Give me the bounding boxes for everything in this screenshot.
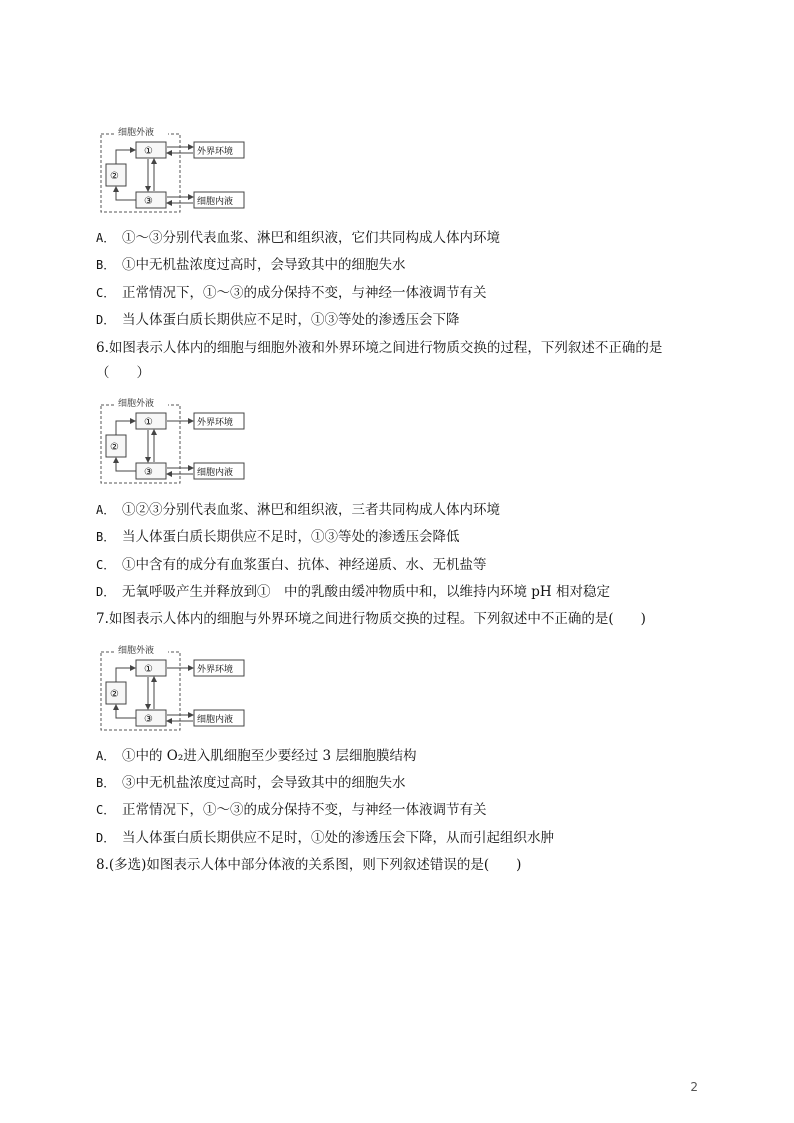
option-letter: B． — [96, 776, 116, 790]
outside-env-label: 外界环境 — [197, 665, 234, 675]
option-text: 正常情况下，①～③的成分保持不变，与神经一体液调节有关 — [122, 285, 487, 301]
outside-env-label: 外界环境 — [197, 418, 234, 428]
q7-option-a — [96, 747, 416, 765]
node-3: ③ — [144, 714, 153, 725]
q6-option-a — [96, 501, 500, 519]
outside-env-label: 外界环境 — [197, 147, 234, 157]
node-1: ① — [144, 146, 153, 157]
option-letter: D． — [96, 313, 116, 327]
node-2: ② — [110, 171, 119, 182]
q7-option-d — [96, 829, 554, 847]
outer-label: 细胞外液 — [118, 128, 155, 138]
question-7-stem: 7.如图表示人体内的细胞与外界环境之间进行物质交换的过程。下列叙述中不正确的是( ) — [96, 611, 646, 627]
option-c — [96, 284, 487, 302]
option-text: ①中含有的成分有血浆蛋白、抗体、神经递质、水、无机盐等 — [122, 557, 487, 573]
option-letter: D． — [96, 585, 116, 599]
page-number: 2 — [690, 1080, 698, 1094]
q7-option-c — [96, 801, 487, 819]
question-8-stem: 8.(多选)如图表示人体中部分体液的关系图，则下列叙述错误的是( ) — [96, 857, 522, 873]
node-1: ① — [144, 664, 153, 675]
fluid-diagram-svg — [96, 122, 256, 214]
option-letter: A． — [96, 503, 116, 517]
node-3: ③ — [144, 467, 153, 478]
option-text: ①～③分别代表血浆、淋巴和组织液，它们共同构成人体内环境 — [122, 230, 500, 246]
option-text: ①中的 O₂进入肌细胞至少要经过 3 层细胞膜结构 — [122, 748, 417, 764]
option-text: 无氧呼吸产生并释放到① 中的乳酸由缓冲物质中和，以维持内环境 pH 相对稳定 — [122, 584, 610, 600]
q6-option-b — [96, 528, 460, 546]
option-b — [96, 256, 406, 274]
option-letter: A． — [96, 231, 116, 245]
fluid-diagram-svg — [96, 640, 256, 732]
inner-fluid-label: 细胞内液 — [197, 197, 234, 207]
outer-label: 细胞外液 — [118, 399, 155, 409]
option-letter: A． — [96, 749, 116, 763]
option-letter: C． — [96, 803, 116, 817]
body-fluid-figure-2 — [96, 393, 256, 483]
node-3: ③ — [144, 196, 153, 207]
q6-option-c — [96, 556, 487, 574]
option-text: 当人体蛋白质长期供应不足时，①处的渗透压会下降，从而引起组织水肿 — [122, 830, 554, 846]
q6-option-d — [96, 583, 610, 601]
option-d — [96, 311, 460, 329]
option-text: 当人体蛋白质长期供应不足时，①③等处的渗透压会下降 — [122, 312, 460, 328]
option-text: ③中无机盐浓度过高时，会导致其中的细胞失水 — [122, 775, 406, 791]
node-2: ② — [110, 689, 119, 700]
option-letter: C． — [96, 558, 116, 572]
q7-option-b — [96, 774, 406, 792]
option-a — [96, 229, 500, 247]
node-1: ① — [144, 417, 153, 428]
inner-fluid-label: 细胞内液 — [197, 715, 234, 725]
body-fluid-figure-1 — [96, 122, 256, 212]
question-6-stem: 6.如图表示人体内的细胞与细胞外液和外界环境之间进行物质交换的过程，下列叙述不正确的是 — [96, 340, 663, 356]
option-letter: C． — [96, 286, 116, 300]
node-2: ② — [110, 442, 119, 453]
option-letter: D． — [96, 831, 116, 845]
body-fluid-figure-3 — [96, 640, 256, 730]
option-text: ①中无机盐浓度过高时，会导致其中的细胞失水 — [122, 257, 406, 273]
option-text: ①②③分别代表血浆、淋巴和组织液，三者共同构成人体内环境 — [122, 502, 500, 518]
fluid-diagram-svg — [96, 393, 256, 485]
option-text: 当人体蛋白质长期供应不足时，①③等处的渗透压会降低 — [122, 529, 460, 545]
question-6-blank: （ ） — [96, 365, 150, 381]
option-letter: B． — [96, 258, 116, 272]
option-text: 正常情况下，①～③的成分保持不变，与神经一体液调节有关 — [122, 802, 487, 818]
option-letter: B． — [96, 530, 116, 544]
outer-label: 细胞外液 — [118, 646, 155, 656]
inner-fluid-label: 细胞内液 — [197, 468, 234, 478]
